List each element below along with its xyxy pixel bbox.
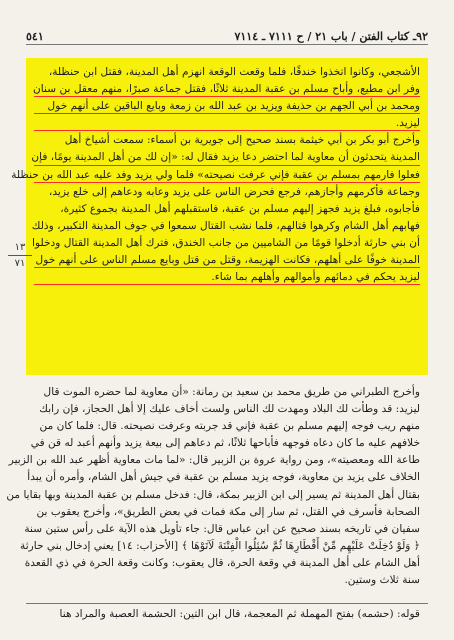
- page-number: ٥٤١: [26, 29, 44, 43]
- body-line: بقتال أهل المدينة ثم يسير إلى ابن الزبير بمكة، قال: فدخل مسلم بن عقبة المدينة وبها بقايا من: [6, 488, 420, 501]
- body-line: ليزيد: قد وطأت لك البلاد ومهدت لك الناس ولست أخاف عليك إلا أهل الحجاز، فإن رابك: [39, 403, 420, 416]
- footnote-rule: [26, 603, 428, 604]
- header-rule: [26, 44, 428, 45]
- body-line: الخلاف على يزيد بن معاوية، فوجه يزيد مسلم بن عقبة في جيش أهل الشام، وأمره أن يبدأ: [27, 471, 420, 484]
- body-line: سنة ثلاث وستين.: [344, 574, 420, 587]
- body-line: طاعة الله ومعصيته»، ومن رواية عروة بن الزبير قال: «لما مات معاوية أظهر عبد الله بن الزبير: [8, 454, 420, 467]
- footnote-text: قوله: (حشمه) بفتح المهملة ثم المعجمة، قال ابن التين: الحشمة العصبة والمراد هنا: [59, 608, 420, 620]
- body-line: ﴿ وَلَوْ دُخِلَتْ عَلَيْهِم مِّنْ أَقْطَارِهَا ثُمَّ سُئِلُوا الْفِتْنَةَ لَآتَوْهَا ﴾ [الأحزاب: ١٤] يعني إدخال بني حارثة: [20, 539, 420, 552]
- highlighted-line: الأشجعي، وكانوا اتخذوا خندقًا، فلما وقعت الوقعة انهزم أهل المدينة، فقتل ابن حنظلة،: [48, 66, 420, 78]
- highlighted-line: وجماعة فأكرمهم وأجازهم، فرجع فحرض الناس على يزيد وعابه ودعاهم إلى خلع يزيد،: [48, 185, 420, 198]
- body-text: [6, 384, 420, 589]
- margin-number-bottom: ٧١: [14, 258, 26, 269]
- body-line: سفيان في تاريخه بسند صحيح عن ابن عباس قال: جاء تأويل هذه الآية على رأس ستين سنة: [24, 522, 420, 535]
- body-line: الصحابة فأسرف في القتل، ثم سار إلى مكة فمات في بعض الطريق»، وأخرج يعقوب بن: [36, 505, 420, 518]
- margin-divider: [8, 255, 32, 256]
- highlighted-line: ليزيد يحكم في دمائهم وأموالهم وأهلهم بما شاء.: [34, 269, 420, 286]
- body-line: وأخرج الطبراني من طريق محمد بن سعيد بن رمانة: «أن معاوية لما حضره الموت قال: [43, 386, 420, 398]
- body-line: خلافهم عليه ما كان دعاه فوجهه فأباحها ثلاثًا، ثم دعاهم إلى بيعة يزيد وأنهم أعبد له قن في: [30, 437, 420, 450]
- body-line: منهم ريب فوجه إليهم مسلم بن عقبة فإني قد جربته وعرفت نصيحته. قال: فلما كان من: [39, 420, 420, 433]
- body-line: أهل الشام على أهل المدينة في وقعة الحرة، قال يعقوب: وكانت وقعة الحرة في ذي القعدة: [24, 556, 420, 569]
- highlighted-line: فأجابوه، فبلغ يزيد فجهز إليهم مسلم بن عقبة، فاستقبلهم أهل المدينة بجموع كثيرة،: [60, 202, 420, 215]
- highlighted-line: المدينة خوفًا على أهلهم، فكانت الهزيمة، وقتل من قتل وبايع مسلم الناس على أنهم خول: [34, 252, 420, 269]
- highlighted-line: وأخرج أبو بكر بن أبي خيثمة بسند صحيح إلى جويرية بن أسماء: سمعت أشياخ أهل: [64, 134, 420, 147]
- highlighted-line: أن بني حارثة أدخلوا قومًا من الشاميين من جانب الخندق، فترك أهل المدينة القتال ودخلوا: [32, 236, 420, 249]
- margin-reference: [8, 242, 32, 269]
- highlighted-line: ومحمد بن أبي الجهم بن حذيفة ويزيد بن عبد الله بن زمعة وبايع الباقين على أنهم خول: [34, 98, 420, 115]
- header-title: ٩٢ـ كتاب الفتن / باب ٢١ / ح ٧١١١ ـ ٧١١٤: [234, 29, 428, 43]
- highlighted-line: ليزيد.: [34, 115, 420, 132]
- page-header: [26, 26, 428, 46]
- margin-number-top: ١٣: [14, 242, 26, 253]
- highlighted-line: المدينة يتحدثون أن معاوية لما احتضر دعا يزيد فقال له: «إن لك من أهل المدينة يومًا، فإن: [34, 149, 420, 166]
- highlighted-line: فعلوا فارمهم بمسلم بن عقبة فإني عرفت نصيحته» فلما ولي يزيد وفد عليه عبد الله بن حنظلة: [34, 167, 420, 184]
- highlighted-line: وفر ابن مطيع، وأباح مسلم بن عقبة المدينة ثلاثًا، فقتل جماعة صبرًا، منهم معقل بن سنان: [34, 81, 420, 98]
- highlighted-line: فهابهم أهل الشام وكرهوا قتالهم، فلما نشب القتال سمعوا في جوف المدينة التكبير، وذلك: [31, 219, 420, 232]
